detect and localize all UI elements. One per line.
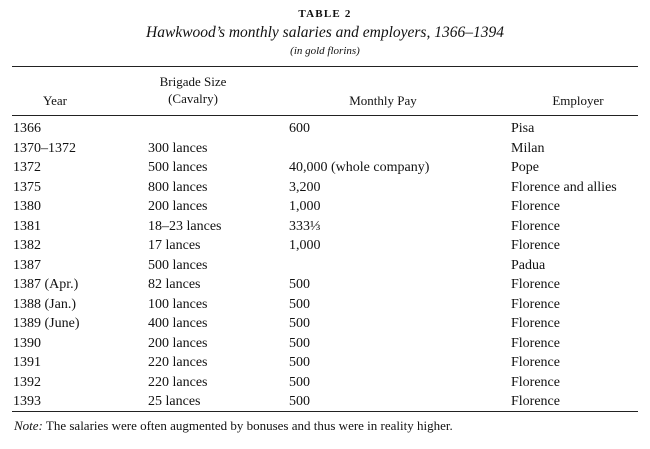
table-row — [0, 139, 650, 159]
table-row — [0, 275, 650, 295]
cell-brigade-size: 82 lances — [148, 277, 201, 292]
table-row — [0, 373, 650, 393]
cell-employer: Florence — [511, 199, 560, 214]
table-title: Hawkwood’s monthly salaries and employers, 1366–1394 — [146, 24, 504, 41]
cell-year: 1392 — [13, 374, 41, 390]
table-row — [0, 158, 650, 178]
bottom-rule — [12, 411, 638, 412]
cell-employer: Florence — [511, 355, 560, 370]
cell-brigade-size: 17 lances — [148, 238, 201, 253]
table-row — [0, 178, 650, 198]
cell-employer: Florence — [511, 394, 560, 409]
header-brigade-line2: (Cavalry) — [168, 91, 218, 106]
cell-brigade-size: 200 lances — [148, 335, 208, 351]
cell-employer: Florence — [511, 277, 560, 292]
cell-monthly-pay: 40,000 (whole company) — [289, 160, 430, 175]
cell-monthly-pay: 500 — [289, 335, 310, 351]
cell-employer: Milan — [511, 140, 545, 156]
cell-year: 1390 — [13, 335, 41, 351]
cell-employer: Florence — [511, 296, 560, 312]
cell-year: 1387 — [13, 257, 41, 273]
cell-employer: Pope — [511, 160, 539, 175]
cell-year: 1366 — [13, 121, 41, 136]
cell-brigade-size: 18–23 lances — [148, 218, 222, 234]
cell-brigade-size: 300 lances — [148, 140, 208, 156]
header-rule — [12, 115, 638, 116]
cell-brigade-size: 220 lances — [148, 374, 208, 390]
cell-year: 1375 — [13, 179, 41, 195]
cell-employer: Florence — [511, 218, 560, 234]
cell-monthly-pay: 333⅓ — [289, 218, 321, 234]
table-row — [0, 236, 650, 256]
cell-employer: Padua — [511, 257, 546, 273]
cell-employer: Florence — [511, 316, 560, 331]
table-label: TABLE 2 — [298, 8, 352, 20]
cell-year: 1382 — [13, 238, 41, 253]
table-row — [0, 256, 650, 276]
cell-year: 1389 (June) — [13, 316, 80, 331]
cell-year: 1380 — [13, 199, 41, 214]
table-subtitle: (in gold florins) — [290, 45, 360, 57]
header-employer: Employer — [552, 93, 604, 108]
cell-year: 1372 — [13, 160, 41, 175]
cell-monthly-pay: 1,000 — [289, 238, 321, 253]
cell-brigade-size: 25 lances — [148, 394, 201, 409]
cell-brigade-size: 200 lances — [148, 199, 208, 214]
cell-monthly-pay: 500 — [289, 316, 310, 331]
cell-employer: Florence — [511, 374, 560, 390]
cell-brigade-size: 400 lances — [148, 316, 208, 331]
cell-monthly-pay: 500 — [289, 355, 310, 370]
cell-monthly-pay: 500 — [289, 374, 310, 390]
note-label: Note: — [14, 418, 43, 433]
cell-year: 1381 — [13, 218, 41, 234]
cell-monthly-pay: 600 — [289, 121, 310, 136]
cell-year: 1388 (Jan.) — [13, 296, 76, 312]
cell-brigade-size: 100 lances — [148, 296, 208, 312]
table-row — [0, 197, 650, 217]
table-row — [0, 353, 650, 373]
table-row — [0, 334, 650, 354]
top-rule — [12, 66, 638, 67]
note-text: The salaries were often augmented by bonuses and thus were in reality higher. — [42, 418, 453, 433]
table-row — [0, 119, 650, 139]
cell-employer: Florence — [511, 238, 560, 253]
cell-monthly-pay: 500 — [289, 394, 310, 409]
header-brigade-line1: Brigade Size — [159, 74, 227, 89]
cell-monthly-pay: 1,000 — [289, 199, 321, 214]
cell-year: 1370–1372 — [13, 140, 76, 156]
table-row — [0, 392, 650, 412]
table-row — [0, 295, 650, 315]
cell-year: 1391 — [13, 355, 41, 370]
header-brigade-size — [138, 73, 248, 107]
cell-year: 1387 (Apr.) — [13, 277, 79, 292]
cell-employer: Pisa — [511, 121, 535, 136]
header-year: Year — [43, 93, 67, 108]
cell-employer: Florence — [511, 335, 560, 351]
table-row — [0, 314, 650, 334]
cell-brigade-size: 800 lances — [148, 179, 208, 195]
cell-brigade-size: 500 lances — [148, 257, 208, 273]
cell-year: 1393 — [13, 394, 41, 409]
table-body — [0, 119, 650, 412]
cell-monthly-pay: 500 — [289, 277, 310, 292]
cell-brigade-size: 500 lances — [148, 160, 208, 175]
table-note — [14, 418, 634, 434]
cell-brigade-size: 220 lances — [148, 355, 208, 370]
header-monthly-pay: Monthly Pay — [349, 93, 417, 108]
cell-employer: Florence and allies — [511, 179, 617, 195]
table-row — [0, 217, 650, 237]
cell-monthly-pay: 500 — [289, 296, 310, 312]
cell-monthly-pay: 3,200 — [289, 179, 321, 195]
